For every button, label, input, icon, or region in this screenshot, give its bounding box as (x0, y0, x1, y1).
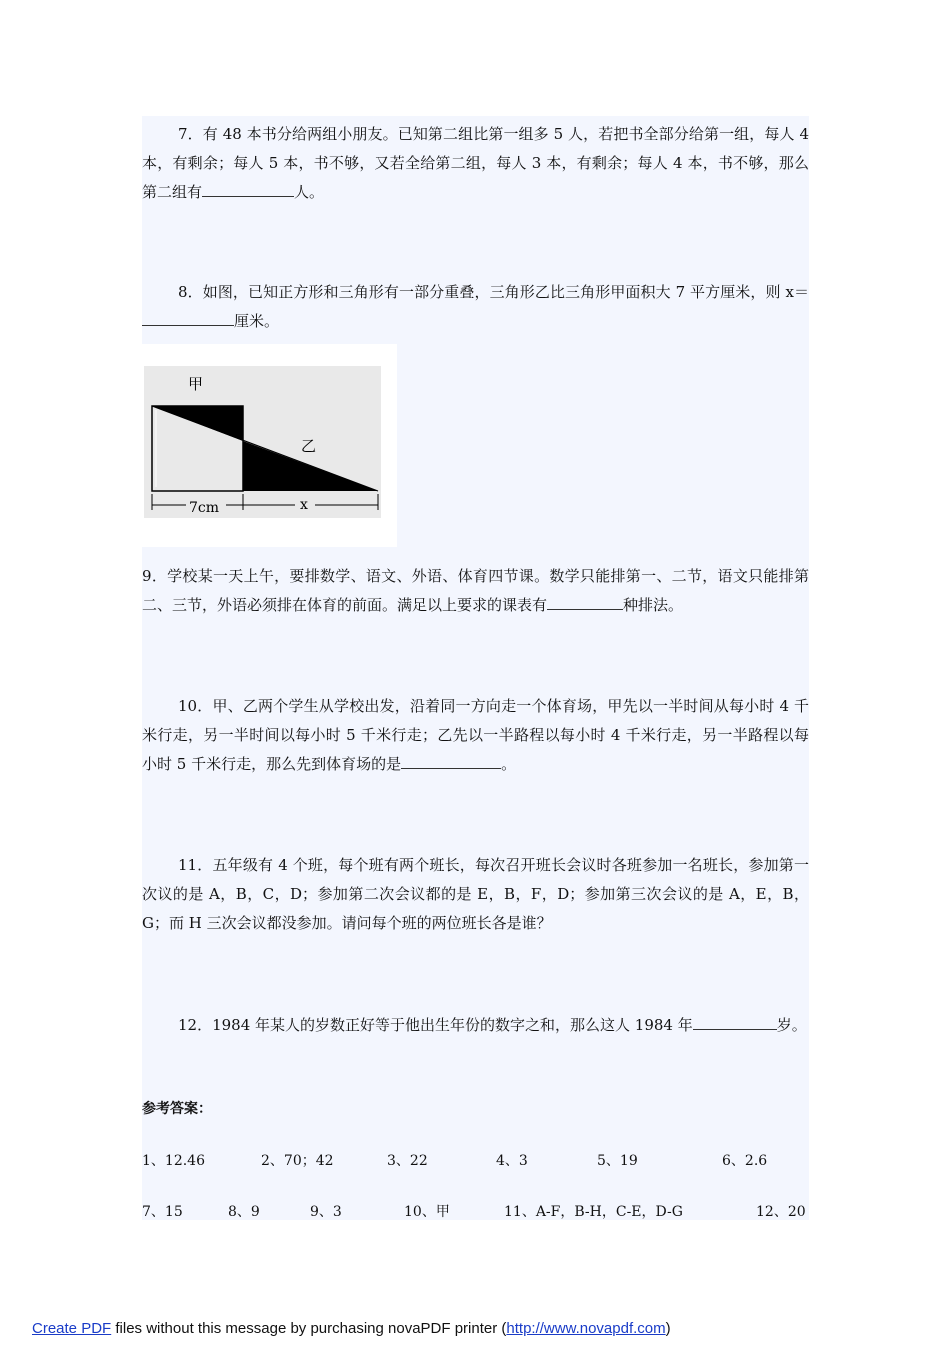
label-x: x (300, 497, 308, 513)
document-page (142, 116, 809, 1220)
question-8-suffix: 厘米。 (234, 312, 280, 330)
question-8-text: 8．如图，已知正方形和三角形有一部分重叠，三角形乙比三角形甲面积大 7 平方厘米，则 x＝ (178, 283, 809, 301)
question-11-text: 11．五年级有 4 个班，每个班有两个班长，每次召开班长会议时各班参加一名班长，参加第一次议的是 A，B，C，D；参加第二次会议都的是 E，B，F，D；参加第三次会议的是 A，E，B，G；而 H 三次会议都没参加。请问每个班的两位班长各是谁？ (142, 856, 809, 932)
novapdf-link[interactable]: http://www.novapdf.com (506, 1320, 666, 1337)
figure-background (144, 366, 381, 518)
question-8 (142, 278, 809, 336)
label-jia: 甲 (188, 375, 204, 393)
question-11 (142, 851, 809, 938)
answer-6: 6、2.6 (722, 1153, 768, 1169)
square-triangle-diagram (142, 344, 397, 547)
answer-12: 12、20 (756, 1204, 806, 1220)
answer-3: 3、22 (387, 1153, 428, 1169)
question-10-suffix: 。 (501, 755, 517, 773)
question-9-suffix: 种排法。 (623, 596, 684, 614)
question-7 (142, 120, 809, 207)
answer-4: 4、3 (496, 1153, 528, 1169)
answer-7: 7、15 (142, 1204, 183, 1220)
question-12 (142, 1011, 809, 1040)
answer-blank-9[interactable] (547, 592, 623, 610)
question-12-suffix: 岁。 (776, 1016, 807, 1034)
answer-8: 8、9 (228, 1204, 260, 1220)
question-9 (142, 562, 809, 620)
answer-blank-7[interactable] (202, 179, 294, 197)
answer-5: 5、19 (597, 1153, 638, 1169)
answer-blank-12[interactable] (693, 1012, 777, 1030)
answer-blank-10[interactable] (401, 751, 501, 769)
question-12-text: 12．1984 年某人的岁数正好等于他出生年份的数字之和，那么这人 1984 年 (178, 1016, 693, 1034)
answer-2: 2、70；42 (261, 1153, 334, 1169)
label-yi: 乙 (301, 437, 317, 455)
answer-10: 10、甲 (404, 1204, 450, 1220)
footer-end: ) (665, 1320, 671, 1337)
answer-9: 9、3 (310, 1204, 342, 1220)
pdf-footer (32, 1320, 671, 1337)
geometry-figure (142, 344, 397, 547)
question-10 (142, 692, 809, 779)
footer-text: files without this message by purchasing novaPDF printer ( (111, 1320, 507, 1337)
label-7cm: 7cm (189, 500, 220, 516)
answer-1: 1、12.46 (142, 1153, 205, 1169)
question-9-text: 9．学校某一天上午，要排数学、语文、外语、体育四节课。数学只能排第一、二节，语文只能排第二、三节，外语必须排在体育的前面。满足以上要求的课表有 (142, 567, 809, 614)
answer-11: 11、A-F，B-H，C-E，D-G (504, 1204, 683, 1220)
answers-heading: 参考答案： (142, 1101, 212, 1117)
create-pdf-link[interactable]: Create PDF (32, 1320, 112, 1337)
question-7-suffix: 人。 (294, 183, 325, 201)
answer-blank-8[interactable] (142, 308, 234, 326)
question-10-text: 10．甲、乙两个学生从学校出发，沿着同一方向走一个体育场，甲先以一半时间从每小时 4 千米行走，另一半时间以每小时 5 千米行走；乙先以一半路程以每小时 4 千米行走，另一半路程以每小时 5 千米行走，那么先到体育场的是 (142, 697, 809, 773)
question-7-text: 7．有 48 本书分给两组小朋友。已知第二组比第一组多 5 人，若把书全部分给第一组，每人 4 本，有剩余；每人 5 本，书不够，又若全给第二组，每人 3 本，有剩余；每人 4 本，书不够，那么第二组有 (142, 125, 809, 201)
